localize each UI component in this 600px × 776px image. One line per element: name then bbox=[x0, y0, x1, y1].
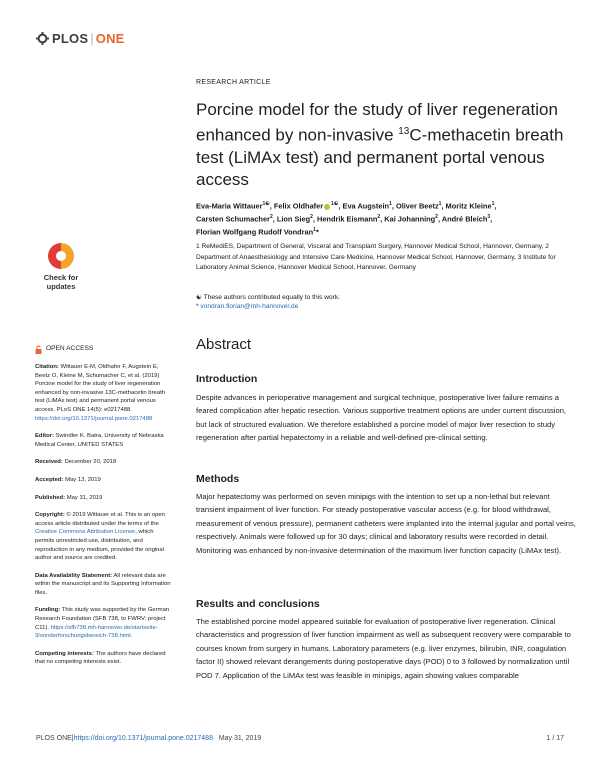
accepted-block bbox=[35, 476, 173, 485]
introduction-text: Despite advances in perioperative management and surgical technique, postoperative liver failure remains a feared complication after hepatic resection. Various supportive treatment options are under current discussion, but lack of structured evaluation. We therefore established a porcine model of major liver resection to study regeneration after partial hepatectomy in a reliable and well-defined pre-clinical setting. bbox=[196, 393, 567, 443]
check-updates-line2: updates bbox=[46, 282, 76, 291]
accepted-label: Accepted: bbox=[35, 476, 64, 483]
author-sup: 1 bbox=[313, 226, 316, 233]
competing-interests-block bbox=[35, 650, 173, 667]
open-access-label: OPEN ACCESS bbox=[46, 345, 94, 353]
author-sup: 2 bbox=[269, 213, 273, 220]
competing-interests-label: Competing interests: bbox=[35, 650, 94, 657]
published-label: Published: bbox=[35, 494, 66, 501]
copyright-text: © 2019 Wittauer et al. This is an open access article distributed under the terms of the bbox=[35, 512, 165, 527]
citation-block bbox=[35, 363, 173, 423]
author-list bbox=[196, 199, 576, 238]
introduction-heading: Introduction bbox=[196, 373, 258, 385]
logo-plos-text: PLOS bbox=[52, 31, 89, 46]
orcid-icon[interactable] bbox=[324, 204, 330, 210]
logo-one-text: ONE bbox=[95, 31, 125, 46]
author-sup: 3 bbox=[487, 213, 491, 220]
received-label: Received: bbox=[35, 459, 63, 466]
copyright-label: Copyright: bbox=[35, 512, 65, 519]
license-link[interactable]: Creative Commons Attribution License bbox=[35, 529, 136, 536]
editor-text: Swindler K. Batra, University of Nebraska Medical Center, UNITED STATES bbox=[35, 433, 164, 448]
footer-doi-link[interactable]: https://doi.org/10.1371/journal.pone.0217488 bbox=[73, 735, 213, 742]
funding-text: This study was supported by the German Research Foundation (SFB 738, to FWRV; project C11). bbox=[35, 607, 170, 631]
editor-block bbox=[35, 432, 173, 449]
citation-doi-link[interactable]: https://doi.org/10.1371/journal.pone.0217488 bbox=[35, 415, 153, 422]
published-block bbox=[35, 494, 173, 503]
funding-block bbox=[35, 606, 173, 640]
check-updates-line1: Check for bbox=[43, 273, 79, 282]
data-availability-label: Data Availability Statement: bbox=[35, 572, 113, 579]
email-link[interactable]: vondran.florian@mh-hannover.de bbox=[200, 303, 299, 310]
citation-text: Wittauer E-M, Oldhafer F, Augstein E, Beetz O, Kleine M, Schumacher C, et al. (2019) Porcine model for the study of liver regeneration enhanced by non-invasive 13C-methacetin breath test (LiMAx test) and permanent portal venous access. PLoS ONE 14(5): e0217488. bbox=[35, 364, 166, 413]
author-sup: 1 bbox=[389, 201, 392, 207]
author-name[interactable]: , Eva Augstein bbox=[338, 201, 390, 211]
author-name[interactable]: Florian Wolfgang Rudolf Vondran bbox=[196, 227, 314, 237]
title-superscript: 13 bbox=[398, 126, 410, 137]
author-sup: 1☯ bbox=[262, 201, 270, 207]
footer-journal: PLOS ONE bbox=[36, 735, 72, 742]
corresponding-email bbox=[196, 303, 298, 310]
data-availability-text: All relevant data are within the manuscript and its Supporting Information files. bbox=[35, 572, 171, 596]
funding-text-end: . bbox=[130, 633, 133, 640]
copyright-block bbox=[35, 511, 173, 563]
author-sup: 1 bbox=[438, 201, 442, 207]
funding-label: Funding: bbox=[35, 607, 61, 614]
author-sep: , bbox=[490, 214, 493, 224]
received-block bbox=[35, 458, 173, 467]
logo-separator: | bbox=[90, 31, 94, 46]
author-name[interactable]: Eva-Maria Wittauer bbox=[196, 201, 263, 211]
competing-interests-text: The authors have declared that no competing interests exist. bbox=[35, 650, 166, 666]
author-name[interactable]: , Hendrik Eismann bbox=[312, 214, 378, 224]
page-footer bbox=[36, 735, 564, 742]
article-title bbox=[196, 99, 571, 191]
author-name[interactable]: , André Bleich bbox=[437, 214, 488, 224]
author-sup: 1 bbox=[491, 201, 495, 207]
data-availability-block bbox=[35, 572, 173, 598]
plos-gear-icon bbox=[36, 32, 49, 45]
article-info-sidebar bbox=[35, 345, 173, 676]
citation-label: Citation: bbox=[35, 364, 59, 370]
journal-logo bbox=[36, 31, 125, 46]
check-for-updates-badge[interactable] bbox=[34, 243, 88, 297]
title-part1: Porcine model for the study of liver regeneration enhanced by non-invasive bbox=[196, 100, 558, 145]
author-name[interactable]: , Oliver Beetz bbox=[391, 201, 439, 211]
received-date: December 20, 2018 bbox=[64, 459, 117, 466]
author-sup: 2 bbox=[310, 213, 313, 220]
methods-text: Major hepatectomy was performed on seven minipigs with the intention to set up a non-lethal but relevant transient impairment of liver function. For steady postoperative vascular access (e.g. for blood withdrawal, measurement of venous pressure), permanent catheters were implanted into the internal jugular and portal veins, respectively. Animals were followed up for 30 days; clinical and laboratory results were recorded in detail. Monitoring was enhanced by non-invasive determination of the maximum liver function capacity (LiMAx test). bbox=[196, 492, 576, 555]
author-name[interactable]: , Moritz Kleine bbox=[441, 201, 492, 211]
published-date: May 31, 2019 bbox=[66, 494, 103, 501]
author-sup: 2 bbox=[435, 213, 438, 220]
author-name[interactable]: , Lion Sieg bbox=[272, 214, 311, 224]
accepted-date: May 13, 2019 bbox=[65, 476, 101, 483]
author-sup: 2 bbox=[377, 213, 381, 220]
title-part2: C-methacetin breath test (LiMAx test) and permanent portal venous access bbox=[196, 125, 564, 189]
footer-separator: | bbox=[71, 735, 74, 742]
results-text: The established porcine model appeared suitable for evaluation of postoperative liver regeneration. Clinical characteristics and progression of liver function impairment as well as subsequent recovery were comparable to courses known from surgery in humans. Laboratory parameters (e.g. liver enzymes, bilirubin, INR, coagulation factor II) showed relevant derangements during postoperative days (POD) 0 to 3 followed by normalization until POD 7. Application of the LiMAx test was feasible in minipigs, again showing values comparable bbox=[196, 617, 571, 680]
author-sup: 1☯ bbox=[331, 201, 339, 207]
methods-heading: Methods bbox=[196, 473, 240, 485]
open-access-badge bbox=[35, 345, 173, 354]
author-sep: , bbox=[494, 201, 497, 211]
editor-label: Editor: bbox=[35, 433, 54, 440]
affiliations: 1 ReMediES, Department of General, Visceral and Transplant Surgery, Hannover Medical School, Hannover, Germany, 2 Department of Anaesthesiology and Intensive Care Medicine, Hannover Medical School, Hannover, Germany, 3 Institute for Laboratory Animal Science, Hannover Medical School, Hannover, Germany bbox=[196, 243, 556, 271]
check-updates-label bbox=[34, 273, 88, 291]
open-lock-icon bbox=[35, 345, 42, 354]
equal-contribution-note: ☯ These authors contributed equally to this work. bbox=[196, 294, 340, 301]
page-number: 1 / 17 bbox=[546, 735, 564, 742]
article-type-label: RESEARCH ARTICLE bbox=[196, 79, 271, 86]
author-name[interactable]: , Kai Johanning bbox=[380, 214, 436, 224]
funding-link[interactable]: https://sfb738.mh-hannover.de/startseite-3/sonderforschungsbereich-738.html bbox=[35, 624, 158, 640]
abstract-heading: Abstract bbox=[196, 336, 252, 353]
author-name[interactable]: Carsten Schumacher bbox=[196, 214, 270, 224]
results-heading: Results and conclusions bbox=[196, 598, 320, 610]
author-name[interactable]: , Felix Oldhafer bbox=[269, 201, 324, 211]
email-star: * bbox=[196, 303, 199, 310]
copyright-text-end: , which permits unrestricted use, distribution, and reproduction in any medium, provided the original author and source are credited. bbox=[35, 529, 165, 562]
check-updates-icon bbox=[48, 243, 74, 269]
corresponding-marker: * bbox=[315, 227, 319, 237]
footer-date: May 31, 2019 bbox=[218, 735, 262, 742]
